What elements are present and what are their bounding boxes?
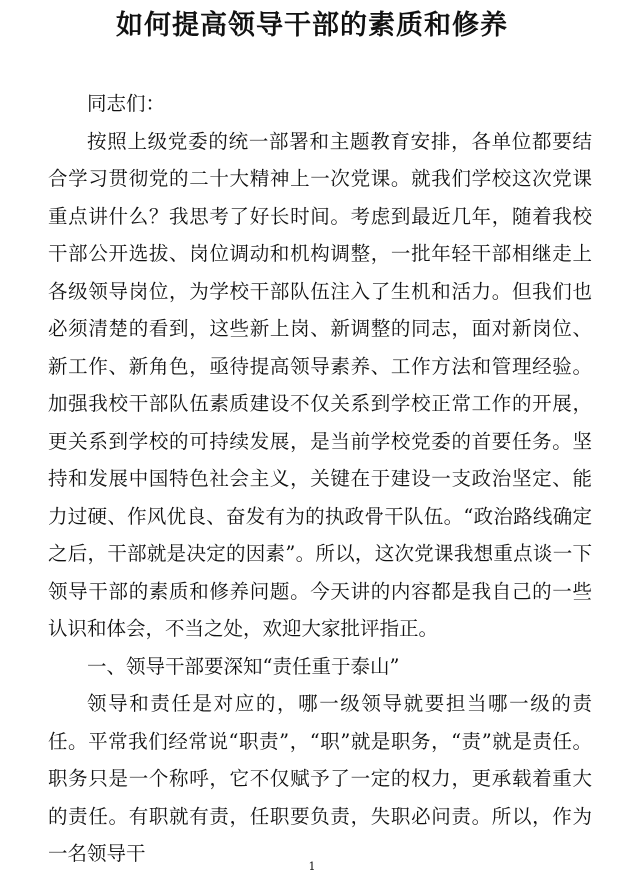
- section-heading: 一、领导干部要深知“责任重于泰山”: [87, 654, 400, 678]
- document-body: [48, 85, 592, 873]
- paragraph-responsibility: 领导和责任是对应的，哪一级领导就要担当哪一级的责任。平常我们经常说“职责”，“职”就是职务，“责”就是责任。职务只是一个称呼，它不仅赋予了一定的权力，更承载着重大的责任。有职就有责，任职要负责，失职必问责。所以，作为一名领导干: [48, 692, 592, 865]
- paragraph-intro: 按照上级党委的统一部署和主题教育安排，各单位都要结合学习贯彻党的二十大精神上一次党课。就我们学校这次党课重点讲什么？我思考了好长时间。考虑到最近几年，随着我校干部公开选拔、岗位调动和机构调整，一批年轻干部相继走上各级领导岗位，为学校干部队伍注入了生机和活力。但我们也必须清楚的看到，这些新上岗、新调整的同志，面对新岗位、新工作、新角色，亟待提高领导素养、工作方法和管理经验。加强我校干部队伍素质建设不仅关系到学校正常工作的开展，更关系到学校的可持续发展，是当前学校党委的首要任务。坚持和发展中国特色社会主义，关键在于建设一支政治坚定、能力过硬、作风优良、奋发有为的执政骨干队伍。“政治路线确定之后，干部就是决定的因素”。所以，这次党课我想重点谈一下领导干部的素质和修养问题。今天讲的内容都是我自己的一些认识和体会，不当之处，欢迎大家批评指正。: [48, 129, 592, 640]
- page-number: 1: [308, 860, 316, 873]
- document-title: 如何提高领导干部的素质和修养: [116, 10, 508, 41]
- salutation: 同志们：: [87, 92, 166, 115]
